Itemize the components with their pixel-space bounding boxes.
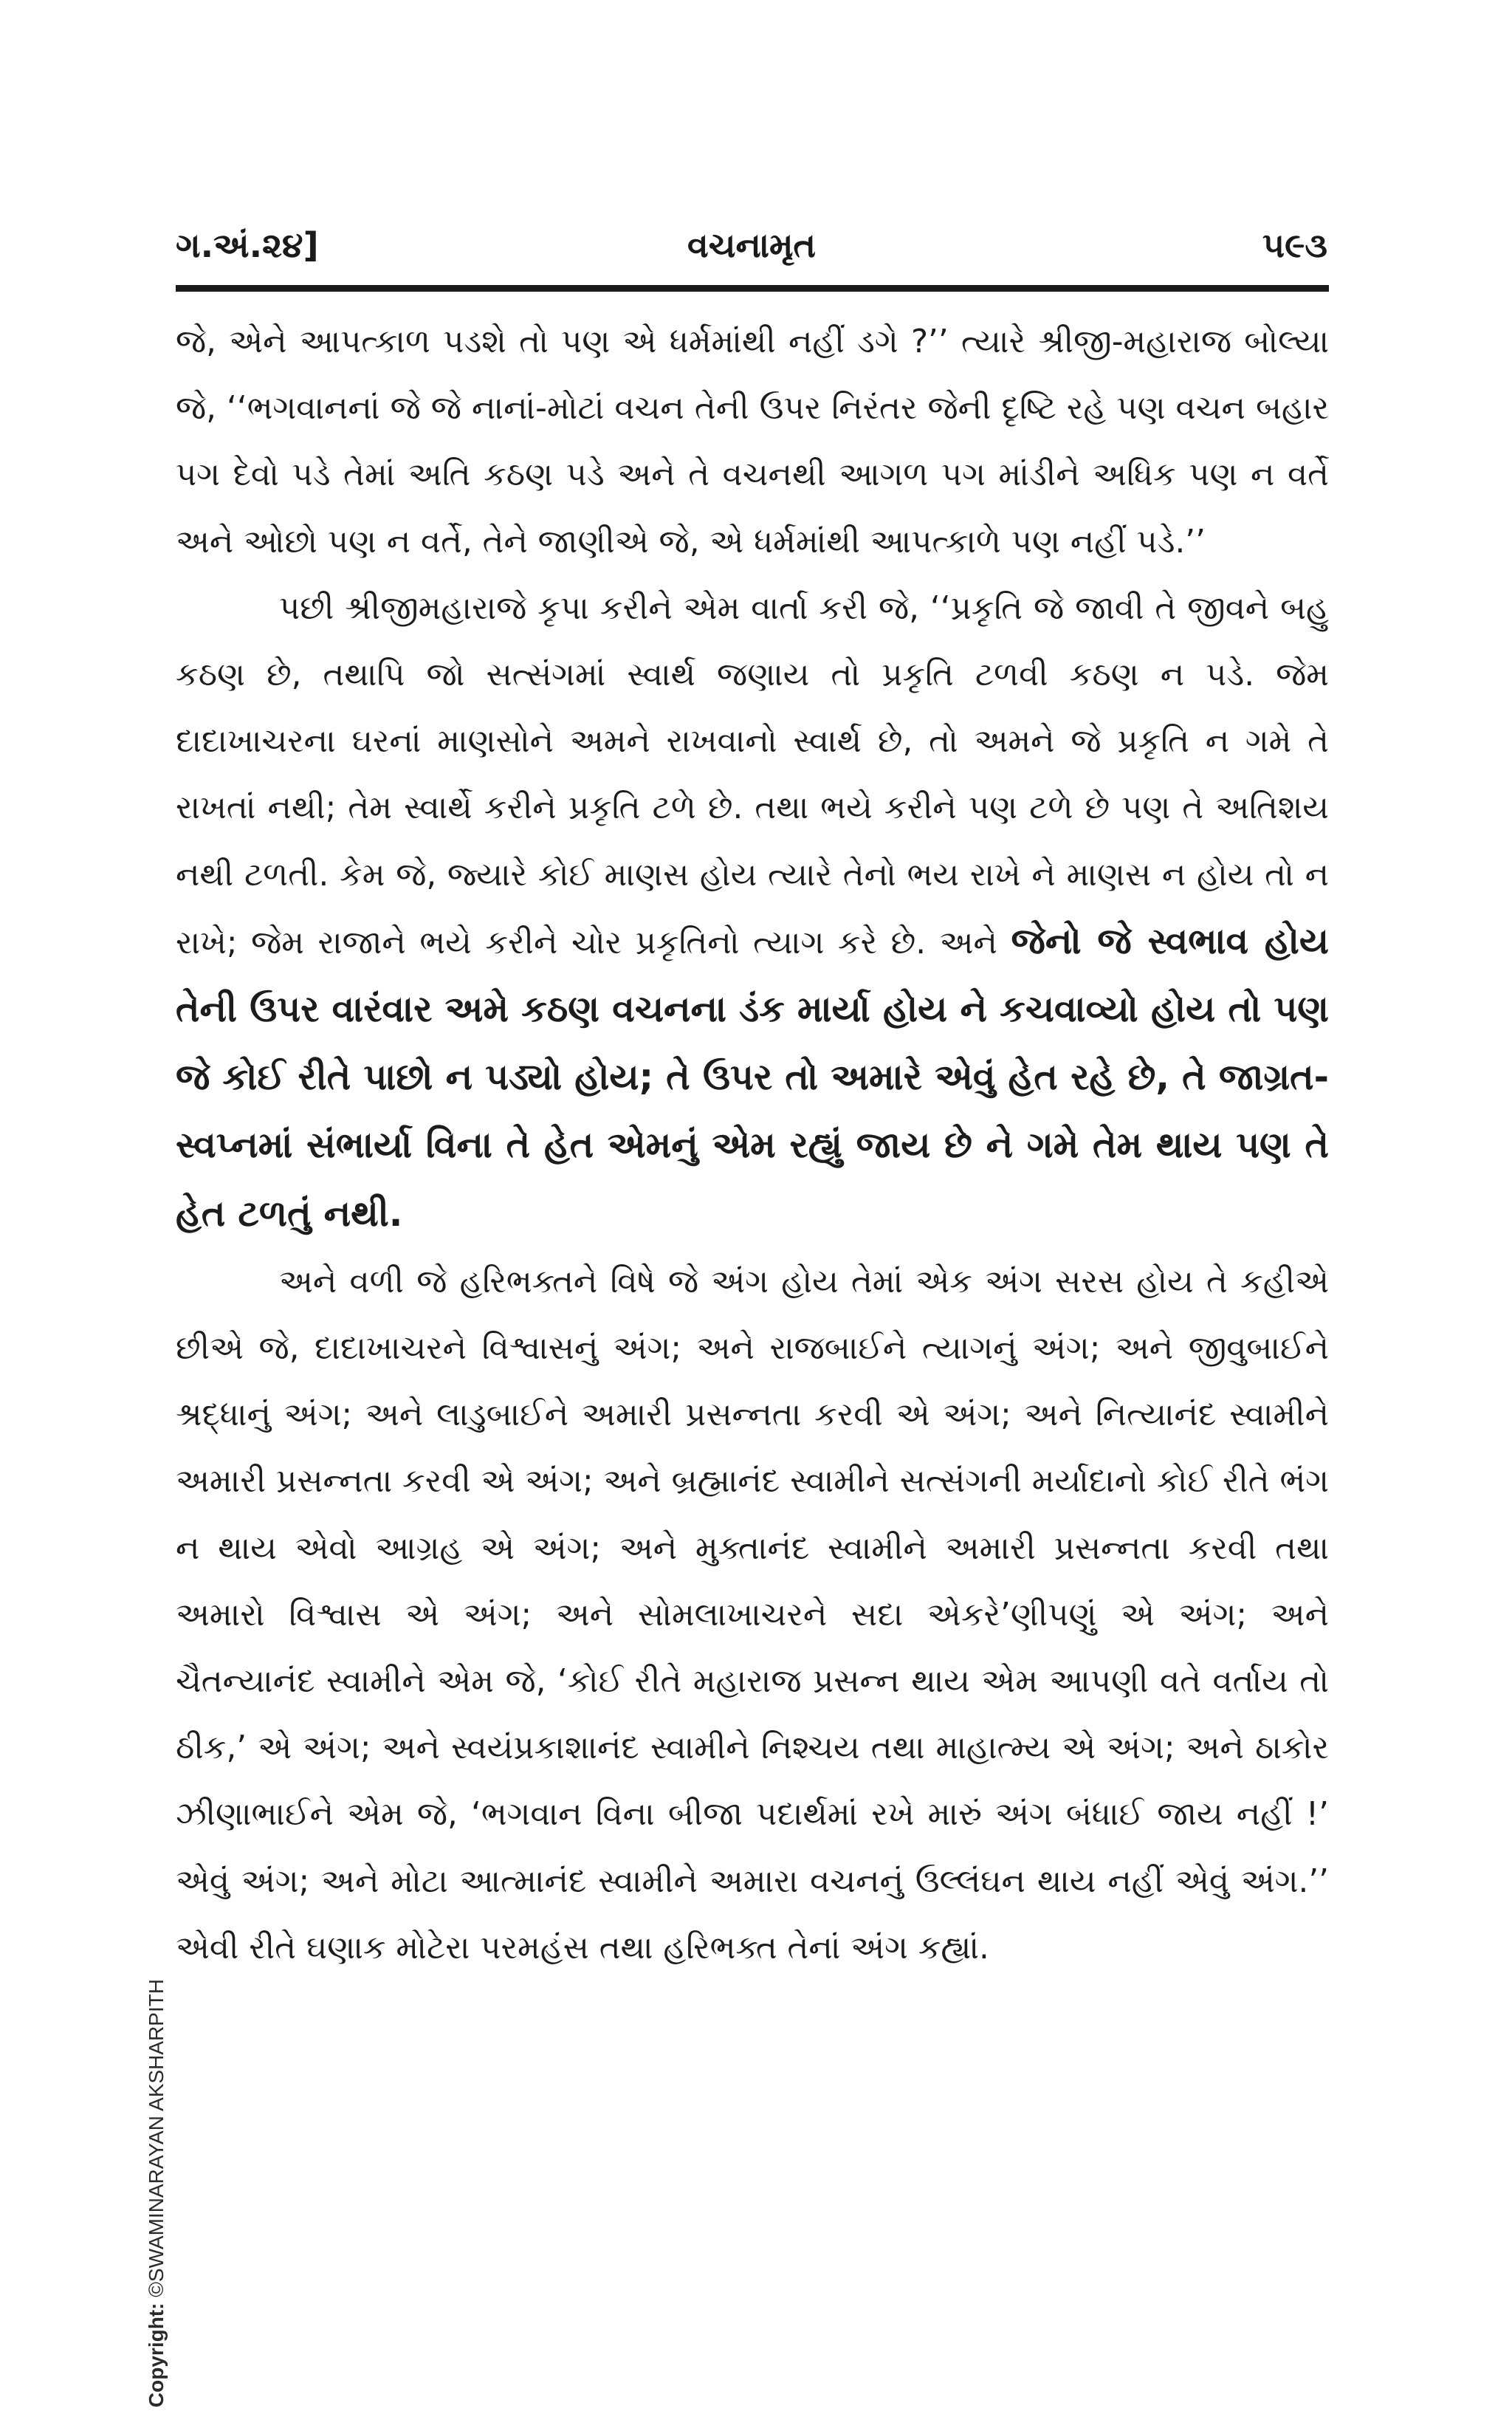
header-rule — [176, 285, 1329, 292]
running-title: વચનામૃત — [687, 225, 816, 265]
page-header — [176, 216, 1327, 275]
emphasized-text: જેનો જે સ્વભાવ હોય તેની ઉપર વારંવાર અમે કઠણ વચનના ડંક માર્યા હોય ને કચવાવ્યો હોય તો પણ જે કોઈ રીતે પાછો ન પડ્યો હોય; તે ઉપર તો અમારે એવું હેત રહે છે, તે જાગ્રત-સ્વપ્નમાં સંભાર્યા વિના તે હેત એમનું એમ રહ્યું જાય છે ને ગમે તેમ થાય પણ તે હેત ટળતું નથી. — [176, 919, 1329, 1235]
section-reference: ગ.અં.૨૪] — [176, 225, 319, 265]
paragraph-prakruti — [176, 575, 1329, 1249]
copyright-notice — [145, 1979, 168, 2407]
copyright-label: Copyright: — [145, 2303, 168, 2408]
paragraph-continuation — [176, 309, 1329, 575]
page-number: ૫૯૩ — [1262, 225, 1327, 265]
paragraph-ang — [176, 1249, 1329, 1981]
paragraph-text: અને વળી જે હરિભક્તને વિષે જે અંગ હોય તેમાં એક અંગ સરસ હોય તે કહીએ છીએ જે, દાદાખાચરને વિશ્વાસનું અંગ; અને રાજબાઈને ત્યાગનું અંગ; અને જીવુબાઈને શ્રદ્ધાનું અંગ; અને લાડુબાઈને અમારી પ્રસન્નતા કરવી એ અંગ; અને નિત્યાનંદ સ્વામીને અમારી પ્રસન્નતા કરવી એ અંગ; અને બ્રહ્માનંદ સ્વામીને સત્સંગની મર્યાદાનો કોઈ રીતે ભંગ ન થાય એવો આગ્રહ એ અંગ; અને મુક્તાનંદ સ્વામીને અમારી પ્રસન્નતા કરવી તથા અમારો વિશ્વાસ એ અંગ; અને સોમલાખાચરને સદા એકરે’ણીપણું એ અંગ; અને ચૈતન્યાનંદ સ્વામીને એમ જે, ‘કોઈ રીતે મહારાજ પ્રસન્ન થાય એમ આપણી વતે વર્તાય તો ઠીક,’ એ અંગ; અને સ્વયંપ્રકાશાનંદ સ્વામીને નિશ્ચય તથા માહાત્મ્ય એ અંગ; અને ઠાકોર ઝીણાભાઈને એમ જે, ‘ભગવાન વિના બીજા પદાર્થમાં રખે મારું અંગ બંધાઈ જાય નહીં !’ એવું અંગ; અને મોટા આત્માનંદ સ્વામીને અમારા વચનનું ઉલ્લંઘન થાય નહીં એવું અંગ.’’ એવી રીતે ઘણાક મોટેરા પરમહંસ તથા હરિભક્ત તેનાં અંગ કહ્યાં. — [176, 1263, 1329, 1967]
body-text — [176, 309, 1329, 1981]
paragraph-text: જે, એને આપત્કાળ પડશે તો પણ એ ધર્મમાંથી નહીં ડગે ?’’ ત્યારે શ્રીજી-મહારાજ બોલ્યા જે, ‘‘ભગવાનનાં જે જે નાનાં-મોટાં વચન તેની ઉપર નિરંતર જેની દૃષ્ટિ રહે પણ વચન બહાર પગ દેવો પડે તેમાં અતિ કઠણ પડે અને તે વચનથી આગળ પગ માંડીને અધિક પણ ન વર્તે અને ઓછો પણ ન વર્તે, તેને જાણીએ જે, એ ધર્મમાંથી આપત્કાળે પણ નહીં પડે.’’ — [176, 323, 1329, 560]
copyright-holder: ©SWAMINARAYAN AKSHARPITH — [145, 1978, 168, 2297]
paragraph-text: પછી શ્રીજીમહારાજે કૃપા કરીને એમ વાર્તા કરી જે, ‘‘પ્રકૃતિ જે જાવી તે જીવને બહુ કઠણ છે, તથાપિ જો સત્સંગમાં સ્વાર્થ જણાય તો પ્રકૃતિ ટળવી કઠણ ન પડે. જેમ દાદાખાચરના ઘરનાં માણસોને અમને રાખવાનો સ્વાર્થ છે, તો અમને જે પ્રકૃતિ ન ગમે તે રાખતાં નથી; તેમ સ્વાર્થે કરીને પ્રકૃતિ ટળે છે. તથા ભયે કરીને પણ ટળે છે પણ તે અતિશય નથી ટળતી. કેમ જે, જ્યારે કોઈ માણસ હોય ત્યારે તેનો ભય રાખે ને માણસ ન હોય તો ન રાખે; જેમ રાજાને ભયે કરીને ચોર પ્રકૃતિનો ત્યાગ કરે છે. અને — [176, 589, 1329, 961]
